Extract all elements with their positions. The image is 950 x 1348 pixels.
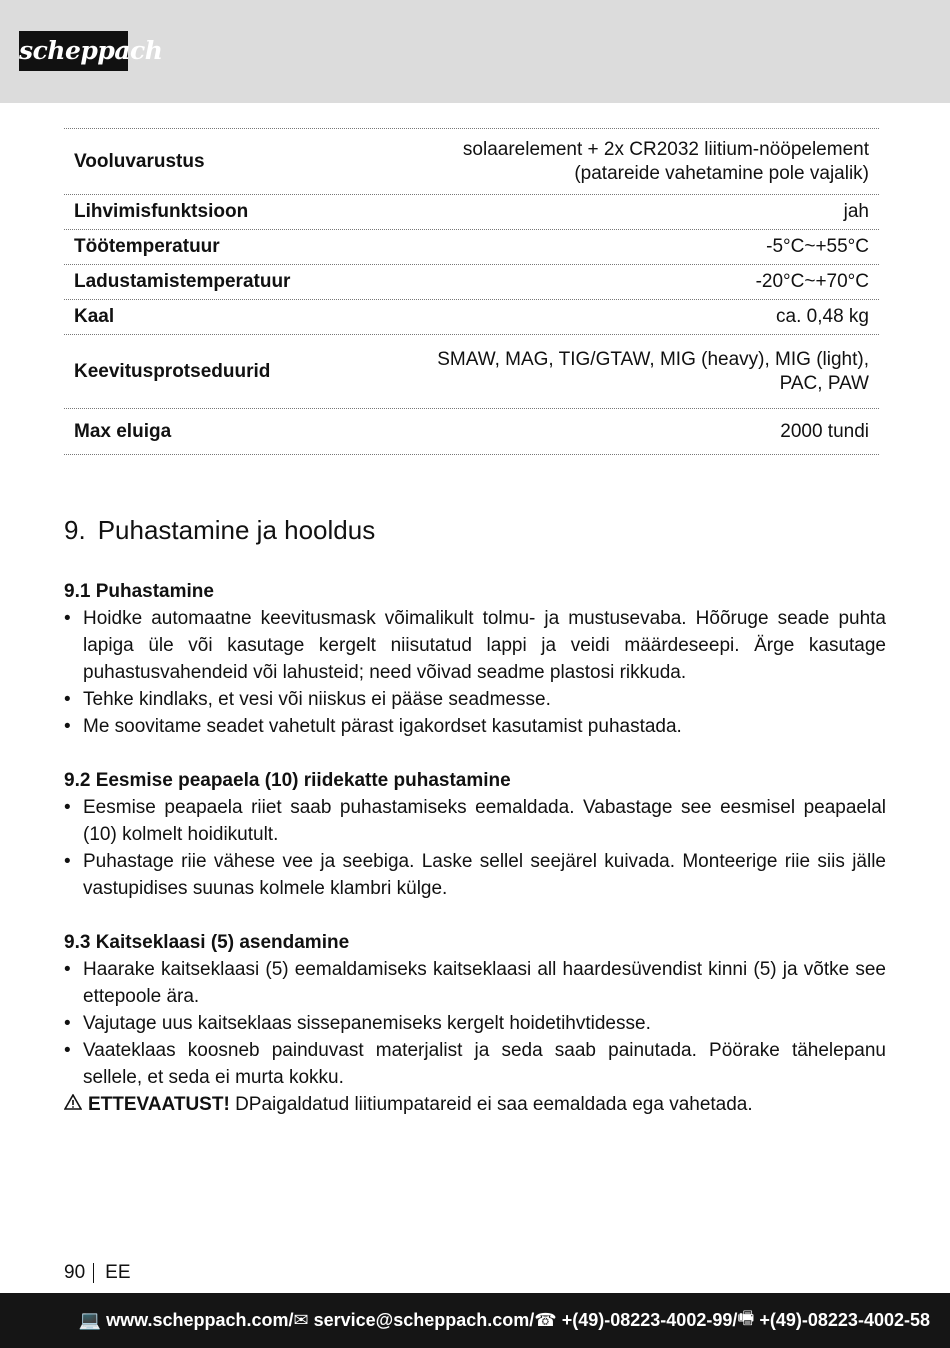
spec-value: -20°C~+70°C: [755, 271, 869, 292]
subsection-title: 9.2 Eesmise peapaela (10) riidekatte puhastamine: [64, 770, 511, 791]
section-title-text: Puhastamine ja hooldus: [97, 515, 376, 545]
brand-logo: scheppach: [19, 31, 128, 71]
fax-icon: 🖷: [737, 1307, 755, 1328]
spec-label: Ladustamistemperatuur: [74, 271, 291, 292]
bullet-list: [64, 794, 886, 902]
spec-value: SMAW, MAG, TIG/GTAW, MIG (heavy), MIG (light), PAC, PAW: [437, 348, 869, 394]
footer-website-link[interactable]: www.scheppach.com: [106, 1310, 289, 1330]
spec-value: ca. 0,48 kg: [776, 306, 869, 327]
list-item: • Vajutage uus kaitseklaas sissepanemiseks kergelt hoidetihvtidesse.: [64, 1010, 886, 1037]
spec-table: [64, 128, 879, 455]
page-header: [0, 0, 950, 103]
section-number: 9.: [64, 515, 86, 545]
footer-phone: +(49)-08223-4002-99: [561, 1310, 733, 1330]
footer-separator: /: [529, 1310, 535, 1330]
list-item: • Eesmise peapaela riiet saab puhastamiseks eemaldada. Vabastage see eesmisel peapaelal (10) kolmelt hoidikutult.: [64, 794, 886, 848]
warning-note: [64, 1091, 886, 1118]
mail-icon: ✉: [293, 1310, 309, 1330]
spec-row: [64, 335, 879, 409]
footer-separator: /: [732, 1310, 738, 1330]
list-item: • Hoidke automaatne keevitusmask võimalikult tolmu- ja mustusevaba. Hõõruge seade puhta lapiga üle või kasutage kergelt niisutatud lappi ja veidi määrdeseepi. Ärge kasutage puhastusvahendeid või lahusteid; need võivad seadme plastosi rikkuda.: [64, 605, 886, 686]
spec-label: Max eluiga: [74, 420, 172, 442]
list-item: • Me soovitame seadet vahetult pärast igakordset kasutamist puhastada.: [64, 713, 886, 740]
list-item: • Puhastage riie vähese vee ja seebiga. Laske sellel seejärel kuivada. Monteerige riie siis jälle vastupidises suunas kolmele klambri külge.: [64, 848, 886, 902]
page-footer: [0, 1293, 950, 1348]
list-item: • Vaateklaas koosneb painduvast materjalist ja seda saab painutada. Pöörake tähelepanu sellele, et seda ei murta kokku.: [64, 1037, 886, 1091]
footer-email-link[interactable]: service@scheppach.com: [313, 1310, 530, 1330]
warning-label: ETTEVAATUST!: [88, 1094, 230, 1115]
language-code: EE: [105, 1262, 131, 1283]
spec-value: -5°C~+55°C: [766, 236, 869, 257]
page-number: [64, 1262, 131, 1284]
subsection-title: 9.1 Puhastamine: [64, 581, 214, 602]
spec-row: [64, 300, 879, 335]
spec-label: Keevitusprotseduurid: [74, 360, 271, 382]
spec-label: Lihvimisfunktsioon: [74, 201, 249, 222]
footer-fax: +(49)-08223-4002-58: [759, 1310, 930, 1330]
warning-triangle-icon: [64, 1091, 82, 1118]
computer-icon: 💻: [78, 1310, 102, 1330]
footer-separator: /: [288, 1310, 294, 1330]
spec-row: [64, 265, 879, 300]
spec-label: Kaal: [74, 306, 115, 327]
spec-row: [64, 195, 879, 230]
spec-value: jah: [843, 201, 869, 222]
page-number-value: 90: [64, 1262, 86, 1283]
spec-row: [64, 230, 879, 265]
divider: [93, 1263, 94, 1283]
spec-row: [64, 409, 879, 455]
list-item: • Tehke kindlaks, et vesi või niiskus ei pääse seadmesse.: [64, 686, 886, 713]
warning-text: DPaigaldatud liitiumpatareid ei saa eemaldada ega vahetada.: [229, 1094, 753, 1115]
spec-label: Töötemperatuur: [74, 236, 220, 257]
spec-value: 2000 tundi: [780, 420, 869, 442]
section-title: [64, 515, 375, 546]
spec-row: [64, 129, 879, 195]
phone-icon: ☎: [534, 1310, 557, 1330]
bullet-list: [64, 605, 886, 740]
list-item: • Haarake kaitseklaasi (5) eemaldamiseks kaitseklaasi all haardesüvendist kinni (5) ja võtke see ettepoole ära.: [64, 956, 886, 1010]
spec-value: solaarelement + 2x CR2032 liitium-nööpelement (patareide vahetamine pole vajalik): [462, 138, 869, 184]
spec-label: Vooluvarustus: [74, 150, 205, 172]
section-content: [64, 578, 886, 1118]
bullet-list: [64, 956, 886, 1091]
subsection-title: 9.3 Kaitseklaasi (5) asendamine: [64, 932, 350, 953]
